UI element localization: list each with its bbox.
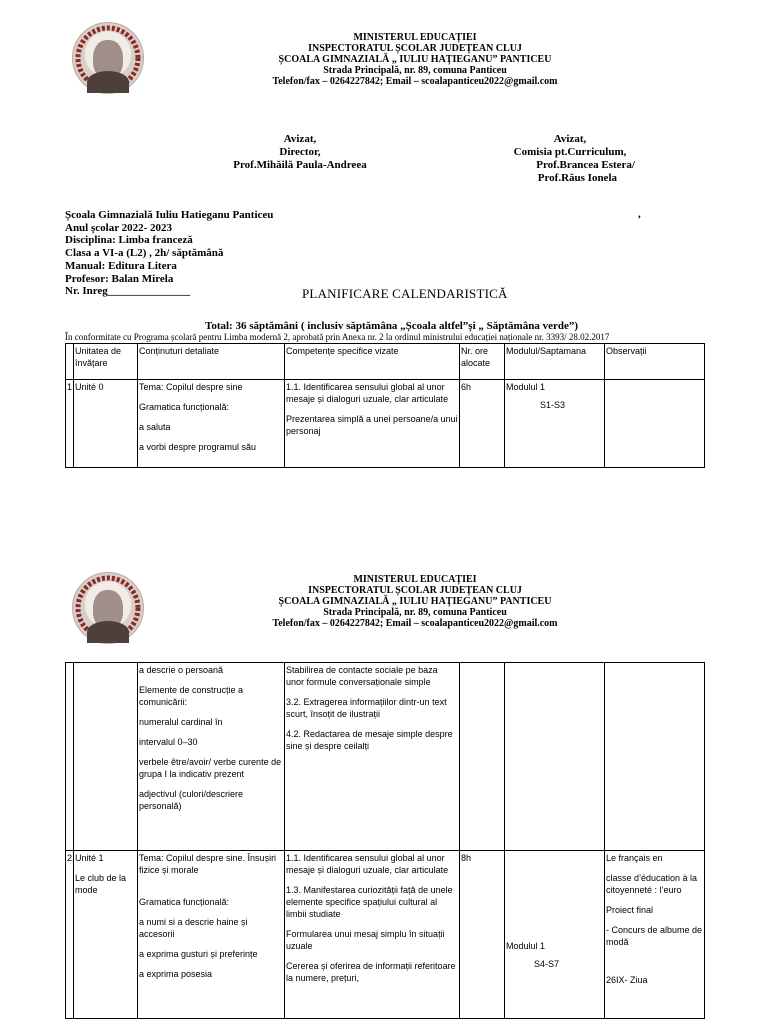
plan-table-1 [65,343,705,468]
school-name: Școala Gimnazială Iuliu Hatieganu Panticeu [65,209,274,221]
header-hours: Nr. ore alocate [460,344,505,380]
table-row [66,380,705,468]
page-title: PLANIFICARE CALENDARISTICĂ [302,286,508,301]
header-contact: Telefon/fax – 0264227842; Email – scoalapanticeu2022@gmail.com [272,618,558,629]
row-number: 2. [66,851,74,1019]
header-line: Strada Principală, nr. 89, comuna Panticeu [323,607,507,618]
meta-comma: , [638,208,641,220]
row-number: 1 [66,380,74,468]
header-line: INSPECTORATUL ȘCOLAR JUDEȚEAN CLUJ [308,585,522,596]
header-line: MINISTERUL EDUCAȚIEI [353,574,477,585]
row-hours: 6h [460,380,505,468]
class-info: Clasa a VI-a (L2) , 2h/ săptămână [65,247,224,260]
header-contact: Telefon/fax – 0264227842; Email – scoalapanticeu2022@gmail.com [272,76,558,87]
table-header-row [66,344,705,380]
manual: Manual: Editura Litera [65,259,177,272]
conformity-note: În conformitate cu Programa școlară pentru Limba modernă 2, aprobată prin Anexa nr. 2 la ordinul ministrului educației naționale nr. 3393/ 28.02.2017 [65,332,610,342]
row-unit: Unité 1 Le club de la mode [74,851,138,1019]
institution-header [250,574,580,629]
course-meta [65,209,273,298]
school-year: Anul școlar 2022- 2023 [65,221,173,234]
row-content: Tema: Copilul despre sine. Însușiri fizice și morale Gramatica funcțională: a numi si a descrie haine și accesorii a exprima gusturi și preferințe a exprima posesia [138,851,285,1019]
header-observations: Observații [605,344,705,380]
header-line: INSPECTORATUL ȘCOLAR JUDEȚEAN CLUJ [308,43,522,54]
avizat-commission: Avizat, Comisia pt.Curriculum, Prof.Brancea Estera/ Prof.Răus Ionela [513,133,635,184]
row-content: Tema: Copilul despre sine Gramatica funcțională: a saluta a vorbi despre programul său [138,380,285,468]
header-unit: Unitatea de învățare [74,344,138,380]
header-line: ȘCOALA GIMNAZIALĂ „ IULIU HAȚIEGANU” PANTICEU [278,596,552,607]
row-unit: Unité 0 [74,380,138,468]
row-competences: Stabilirea de contacte sociale pe baza unor formule conversaționale simple 3.2. Extragerea informațiilor dintr-un text scurt, însoțit de ilustrații 4.2. Redactarea de mesaje simple despre sine și despre ceilalți [285,663,460,851]
plan-table-2 [65,662,705,1019]
row-module: Modulul 1 S4-S7 [505,851,605,1019]
registration-number: Nr. Inreg_______________ [65,285,191,298]
header-line: ȘCOALA GIMNAZIALĂ „ IULIU HAȚIEGANU” PANTICEU [278,54,552,65]
total-weeks: Total: 36 săptămâni ( inclusiv săptămâna „Școala altfel”și „ Săptămâna verde”) [205,320,579,332]
school-logo [72,22,144,94]
header-line: Strada Principală, nr. 89, comuna Panticeu [323,65,507,76]
row-competences: 1.1. Identificarea sensului global al unor mesaje și dialoguri uzuale, clar articulate Prezentarea simplă a unei persoane/a unui personaj [285,380,460,468]
row-content: a descrie o persoană Elemente de construcție a comunicării: numeralul cardinal în intervalul 0–30 verbele être/avoir/ verbe curente de grupa I la indicativ prezent adjectivul (culori/descriere personală) [138,663,285,851]
row-observations [605,380,705,468]
row-observations: Le français en classe d’éducation à la citoyenneté : l’euro Proiect final - Concurs de albume de modă 26IX- Ziua [605,851,705,1019]
header-competences: Competențe specifice vizate [285,344,460,380]
row-module: Modulul 1 S1-S3 [505,380,605,468]
discipline: Disciplina: Limba franceză [65,234,193,247]
teacher: Profesor: Balan Mirela [65,272,174,285]
school-logo [72,572,144,644]
institution-header [250,32,580,87]
avizat-director: Avizat, Director, Prof.Mihăilă Paula-Andreea [233,133,367,171]
header-module: Modulul/Saptamana [505,344,605,380]
table-row [66,851,705,1019]
header-content: Conținuturi detaliate [138,344,285,380]
header-line: MINISTERUL EDUCAȚIEI [353,32,477,43]
table-row [66,663,705,851]
row-competences: 1.1. Identificarea sensului global al unor mesaje și dialoguri uzuale, clar articulate 1.3. Manifestarea curiozității față de unele elemente specifice spațiului cultural al limbii studiate Formularea unui mesaj simplu în situații uzuale Cererea și oferirea de informații referitoare la numere, prețuri, [285,851,460,1019]
row-hours: 8h [460,851,505,1019]
